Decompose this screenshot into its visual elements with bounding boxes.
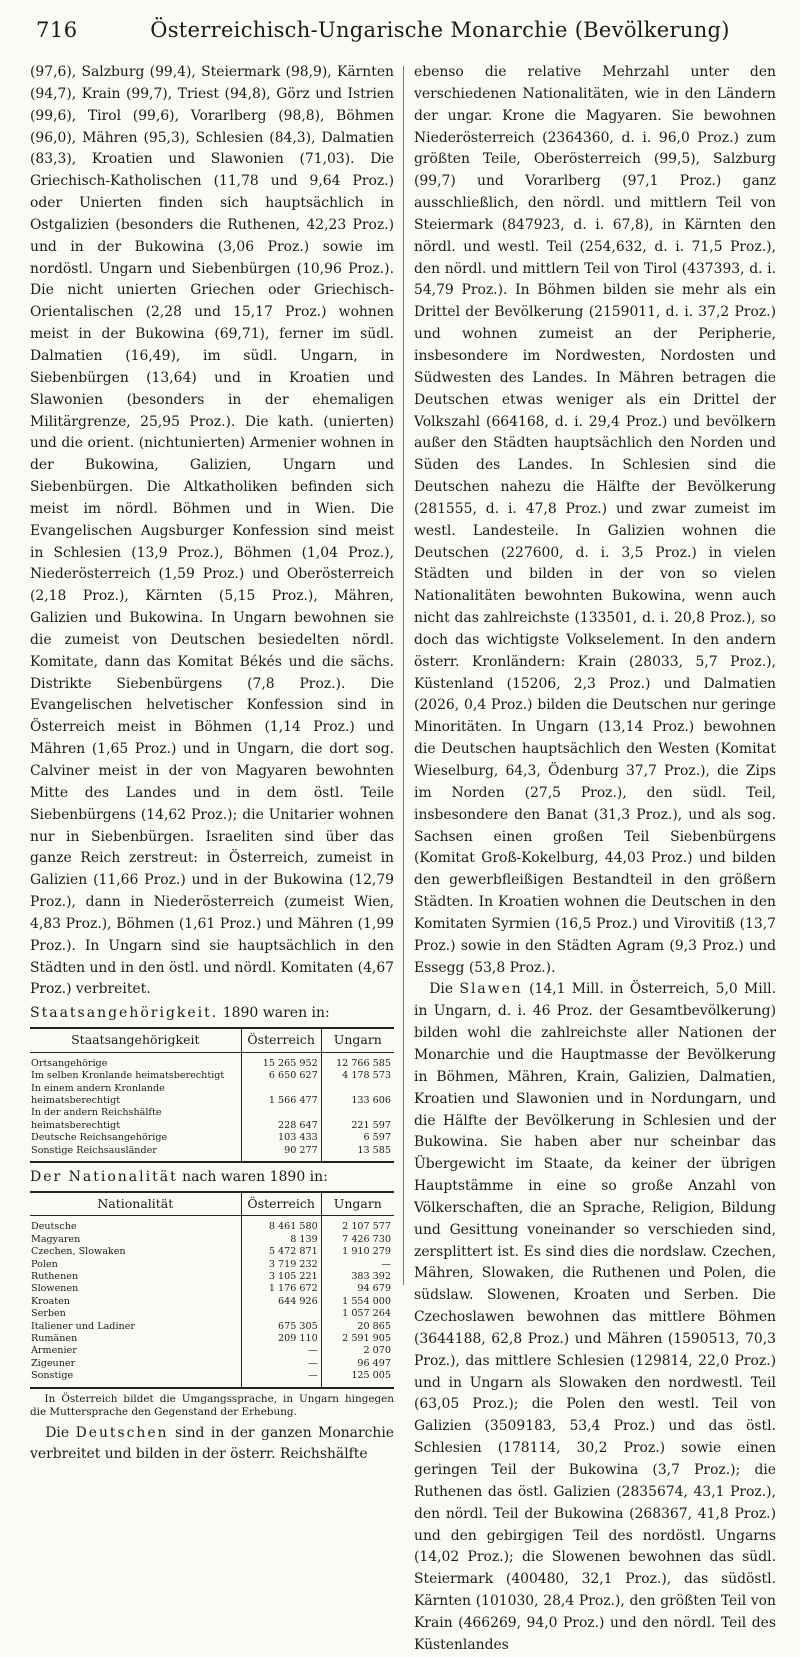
row-label: Deutsche Reichsangehörige	[31, 1132, 168, 1144]
cell-value: 125 005	[321, 1370, 394, 1387]
cell-value: 2 070	[321, 1345, 394, 1357]
cell-value: 1 176 672	[241, 1283, 321, 1295]
table2-title-rest: nach waren 1890 in:	[182, 1168, 328, 1185]
table-row	[30, 1259, 394, 1271]
left-column	[30, 62, 394, 1463]
row-label: Im selben Kronlande heimatsberechtigt	[31, 1070, 225, 1082]
cell-value: 644 926	[241, 1296, 321, 1308]
right-paragraph-2	[414, 979, 776, 1656]
column-header: Ungarn	[321, 1192, 394, 1216]
table-row	[30, 1234, 394, 1246]
cell-value: 12 766 585	[321, 1052, 394, 1070]
table2-title	[30, 1167, 394, 1187]
text-run: sind in der ganzen Monarchie verbreitet und bilden in der österr. Reichshälfte	[30, 1424, 394, 1463]
spaced-keyword: Deutschen	[75, 1424, 169, 1441]
cell-value: 3 105 221	[241, 1271, 321, 1283]
cell-value	[241, 1308, 321, 1320]
text-run: Die	[45, 1424, 70, 1441]
cell-value: 103 433	[241, 1132, 321, 1144]
table1-title	[30, 1003, 394, 1023]
right-paragraph-1: ebenso die relative Mehrzahl unter den verschiedenen Nationalitäten, wie in den Ländern der ungar. Krone die Magyaren. Sie bewohnen Niederösterreich (2364360, d. i. 96,0 Proz.) zum größten Teile, Oberösterreich (99,5), Salzburg (99,7) und Vorarlberg (97,1 Proz.) ganz ausschließlich, den nördl. und mittlern Teil von Steiermark (847923, d. i. 67,8), in Kärnten den nördl. und westl. Teil (254,632, d. i. 71,5 Proz.), den nördl. und mittlern Teil von Tirol (437393, d. i. 54,79 Proz.). In Böhmen bilden sie mehr als ein Drittel der Bevölkerung (2159011, d. i. 37,2 Proz.) und wohnen zumeist an der Peripherie, insbesondere im Nordwesten, Nordosten und Südwesten des Landes. In Mähren betragen die Deutschen etwas weniger als ein Drittel der Volkszahl (664168, d. i. 29,4 Proz.) und bevölkern außer den Städten hauptsächlich den Norden und Süden des Landes. In Schlesien sind die Deutschen nahezu die Hälfte der Bevölkerung (281555, d. i. 47,8 Proz.) und zwar zumeist im westl. Landesteile. In Galizien wohnen die Deutschen (227600, d. i. 3,5 Proz.) in vielen Städten und bilden in der von so vielen Nationalitäten bewohnten Bukowina, wenn auch nicht das zahlreichste (133501, d. i. 20,8 Proz.), so doch das wichtigste Volkselement. In den andern österr. Kronländern: Krain (28033, 5,7 Proz.), Küstenland (15206, 2,3 Proz.) und Dalmatien (2026, 0,4 Proz.) bilden die Deutschen nur geringe Minoritäten. In Ungarn (13,14 Proz.) bewohnen die Deutschen hauptsächlich den Westen (Komitat Wieselburg, 64,3, Ödenburg 37,7 Proz.), die Zips im Norden (27,5 Proz.), den südl. Teil, insbesondere den Banat (31,3 Proz.), und als sog. Sachsen einen großen Teil Siebenbürgens (Komitat Groß-Kokelburg, 44,03 Proz.) und bilden den gewerbfleißigen Bestandteil in den größern Städten. In Kroatien wohnen die Deutschen in den Komitaten Syrmien (16,5 Proz.) und Virovitiß (13,7 Proz.) sowie in den Städten Agram (9,3 Proz.) und Essegg (53,8 Proz.).	[414, 64, 776, 976]
cell-value: 383 392	[321, 1271, 394, 1283]
cell-value: 4 178 573	[321, 1070, 394, 1082]
column-header: Nationalität	[30, 1192, 241, 1216]
row-label: Sonstige	[31, 1370, 74, 1382]
cell-value: 13 585	[321, 1145, 394, 1162]
table-row	[30, 1070, 394, 1082]
text-run: (14,1 Mill. in Österreich, 5,0 Mill. in Ungarn, d. i. 46 Proz. der Gesamtbevölkerung) bilden wohl die zahlreichste aller Nationen der Monarchie und die Hauptmasse der Bevölkerung in Böhmen, Mähren, Krain, Galizien, Dalmatien, Kroatien und Slawonien und in Nordungarn, und die Hälfte der Bevölkerung in Schlesien und der Bukowina. Sie haben aber nur scheinbar das Übergewicht im Staate, da keiner der übrigen Hauptstämme in eine so große Anzahl von Völkerschaften, die an Sprache, Religion, Bildung und Gesittung voneinander so verschieden sind, zersplittert ist. Es sind dies die nordslaw. Czechen, Mähren, Slowaken, die Ruthenen und Polen, die südslaw. Slowenen, Kroaten und Serben. Die Czechoslawen bewohnen das mittlere Böhmen (3644188, 62,8 Proz.) und Mähren (1590513, 70,3 Proz.), das mittlere Schlesien (129814, 22,0 Proz.) und in Ungarn als Slowaken den nordwestl. Teil (63,05 Proz.); die Polen den westl. Teil von Galizien (3509183, 53,4 Proz.) und das östl. Schlesien (178114, 30,2 Proz.) sowie einen geringen Teil der Bukowina (3,7 Proz.); die Ruthenen das östl. Galizien (2835674, 43,1 Proz.), den nördl. Teil der Bukowina (268367, 41,8 Proz.) und den gebirgigen Teil des nordöstl. Ungarns (14,02 Proz.); die Slowenen bewohnen das südl. Steiermark (400480, 32,1 Proz.), das südöstl. Kärnten (101030, 28,4 Proz.), den größten Teil von Krain (466269, 94,0 Proz.) und den nördl. Teil des Küstenlandes	[414, 981, 777, 1653]
cell-value: 94 679	[321, 1283, 394, 1295]
cell-value: 2 591 905	[321, 1333, 394, 1345]
cell-value: —	[241, 1370, 321, 1387]
cell-value: —	[321, 1259, 394, 1271]
cell-value: 96 497	[321, 1358, 394, 1370]
running-title: Österreichisch-Ungarische Monarchie (Bevölkerung)	[150, 18, 730, 42]
table-footnote: In Österreich bildet die Umgangssprache, in Ungarn hingegen die Muttersprache den Gegenstand der Erhebung.	[30, 1392, 394, 1419]
cell-value: 5 472 871	[241, 1246, 321, 1258]
cell-value: 1 554 000	[321, 1296, 394, 1308]
table-row	[30, 1216, 394, 1234]
row-label: Polen	[31, 1258, 58, 1270]
page-header	[36, 8, 774, 52]
row-label: Zigeuner	[31, 1357, 76, 1369]
table-header-row	[30, 1192, 394, 1216]
column-header: Österreich	[241, 1028, 321, 1052]
table-row	[30, 1283, 394, 1295]
cell-value: 1 910 279	[321, 1246, 394, 1258]
left-paragraph-1: (97,6), Salzburg (99,4), Steiermark (98,9), Kärnten (94,7), Krain (99,7), Triest (94,8), Görz und Istrien (99,6), Tirol (99,6), Vorarlberg (98,8), Böhmen (96,0), Mähren (95,3), Schlesien (84,3), Dalmatien (83,3), Kroatien und Slawonien (71,03). Die Griechisch-Katholischen (11,78 und 9,64 Proz.) oder Unierten finden sich hauptsächlich in Ostgalizien (besonders die Ruthenen, 42,23 Proz.) und in der Bukowina (3,06 Proz.) sowie im nordöstl. Ungarn und Siebenbürgen (10,96 Proz.). Die nicht unierten Griechen oder Griechisch-Orientalischen (2,28 und 15,17 Proz.) wohnen meist in der Bukowina (69,71), ferner im südl. Dalmatien (16,49), im südl. Ungarn, in Siebenbürgen (13,64) und in Kroatien und Slawonien (besonders in der ehemaligen Militärgrenze, 25,95 Proz.). Die kath. (unierten) und die orient. (nichtunierten) Armenier wohnen in der Bukowina, Galizien, Ungarn und Siebenbürgen. Die Altkatholiken befinden sich meist im nördl. Böhmen und in Wien. Die Evangelischen Augsburger Konfession sind meist in Schlesien (13,9 Proz.), Böhmen (1,04 Proz.), Niederösterreich (1,59 Proz.) und Oberösterreich (2,18 Proz.), Kärnten (5,15 Proz.), Mähren, Galizien und Bukowina. In Ungarn bewohnen sie die zumeist von Deutschen besiedelten nördl. Komitate, dann das Komitat Békés und die sächs. Distrikte Siebenbürgens (7,8 Proz.). Die Evangelischen helvetischer Konfession sind in Österreich meist in Böhmen (1,14 Proz.) und Mähren (1,65 Proz.) und in Ungarn, die dort sog. Calviner meist in der von Magyaren bewohnten Mitte des Landes und in dem östl. Teile Siebenbürgens (14,62 Proz.); die Unitarier wohnen nur in Siebenbürgen. Israeliten sind über das ganze Reich zerstreut: in Österreich, zumeist in Galizien (11,66 Proz.) und in der Bukowina (12,79 Proz.), dann in Niederösterreich (zumeist Wien, 4,83 Proz.), Böhmen (1,61 Proz.) und Mähren (1,99 Proz.). In Ungarn sind sie hauptsächlich in den Städten und in den östl. und nördl. Komitaten (4,67 Proz.) verbreitet.	[30, 64, 394, 998]
cell-value: 7 426 730	[321, 1234, 394, 1246]
row-label: In einem andern Kronlande heimatsberechtigt	[31, 1082, 165, 1106]
row-label: In der andern Reichshälfte heimatsberechtigt	[31, 1107, 162, 1131]
table-row	[30, 1271, 394, 1283]
cell-value: 221 597	[321, 1107, 394, 1132]
nationality-table	[30, 1191, 394, 1389]
cell-value: 1 566 477	[241, 1083, 321, 1108]
text-run: Die	[429, 981, 454, 998]
left-paragraph-2	[30, 1423, 394, 1467]
table-header-row	[30, 1028, 394, 1052]
row-label: Armenier	[31, 1345, 77, 1357]
spaced-keyword: Slawen	[459, 981, 523, 998]
table-row	[30, 1132, 394, 1144]
table2-title-keyword: Der Nationalität	[30, 1168, 178, 1185]
cell-value: 675 305	[241, 1321, 321, 1333]
column-header: Ungarn	[321, 1028, 394, 1052]
cell-value: 209 110	[241, 1333, 321, 1345]
cell-value: 90 277	[241, 1145, 321, 1162]
row-label: Italiener und Ladiner	[31, 1320, 135, 1332]
cell-value: —	[241, 1358, 321, 1370]
cell-value: 228 647	[241, 1107, 321, 1132]
table-row	[30, 1246, 394, 1258]
row-label: Rumänen	[31, 1333, 78, 1344]
row-label: Ortsangehörige	[31, 1057, 108, 1069]
cell-value: 3 719 232	[241, 1259, 321, 1271]
cell-value: 1 057 264	[321, 1308, 394, 1320]
citizenship-table	[30, 1027, 394, 1163]
row-label: Ruthenen	[31, 1270, 79, 1282]
row-label: Sonstige Reichsausländer	[31, 1144, 157, 1156]
table1-title-keyword: Staatsangehörigkeit.	[30, 1005, 219, 1022]
column-header: Österreich	[241, 1192, 321, 1216]
table-row	[30, 1107, 394, 1132]
cell-value: 2 107 577	[321, 1216, 394, 1234]
row-label: Magyaren	[31, 1233, 81, 1245]
table-row	[30, 1345, 394, 1357]
column-header: Staatsangehörigkeit	[30, 1028, 241, 1052]
table-row	[30, 1145, 394, 1162]
table-row	[30, 1333, 394, 1345]
row-label: Kroaten	[31, 1295, 70, 1307]
column-divider	[403, 66, 404, 1285]
table-row	[30, 1321, 394, 1333]
cell-value: 6 597	[321, 1132, 394, 1144]
page-number: 716	[36, 18, 78, 42]
cell-value: 8 461 580	[241, 1216, 321, 1234]
cell-value: —	[241, 1345, 321, 1357]
row-label: Serben	[31, 1308, 66, 1320]
row-label: Slowenen	[31, 1283, 79, 1295]
table-row	[30, 1083, 394, 1108]
table-row	[30, 1370, 394, 1387]
cell-value: 8 139	[241, 1234, 321, 1246]
cell-value: 133 606	[321, 1083, 394, 1108]
table-row	[30, 1052, 394, 1070]
right-column	[414, 62, 777, 1653]
row-label: Czechen, Slowaken	[31, 1246, 126, 1258]
cell-value: 20 865	[321, 1321, 394, 1333]
table-row	[30, 1308, 394, 1320]
table-row	[30, 1358, 394, 1370]
table1-title-rest: 1890 waren in:	[222, 1005, 330, 1022]
row-label: Deutsche	[31, 1221, 77, 1233]
table-row	[30, 1296, 394, 1308]
cell-value: 6 650 627	[241, 1070, 321, 1082]
cell-value: 15 265 952	[241, 1052, 321, 1070]
